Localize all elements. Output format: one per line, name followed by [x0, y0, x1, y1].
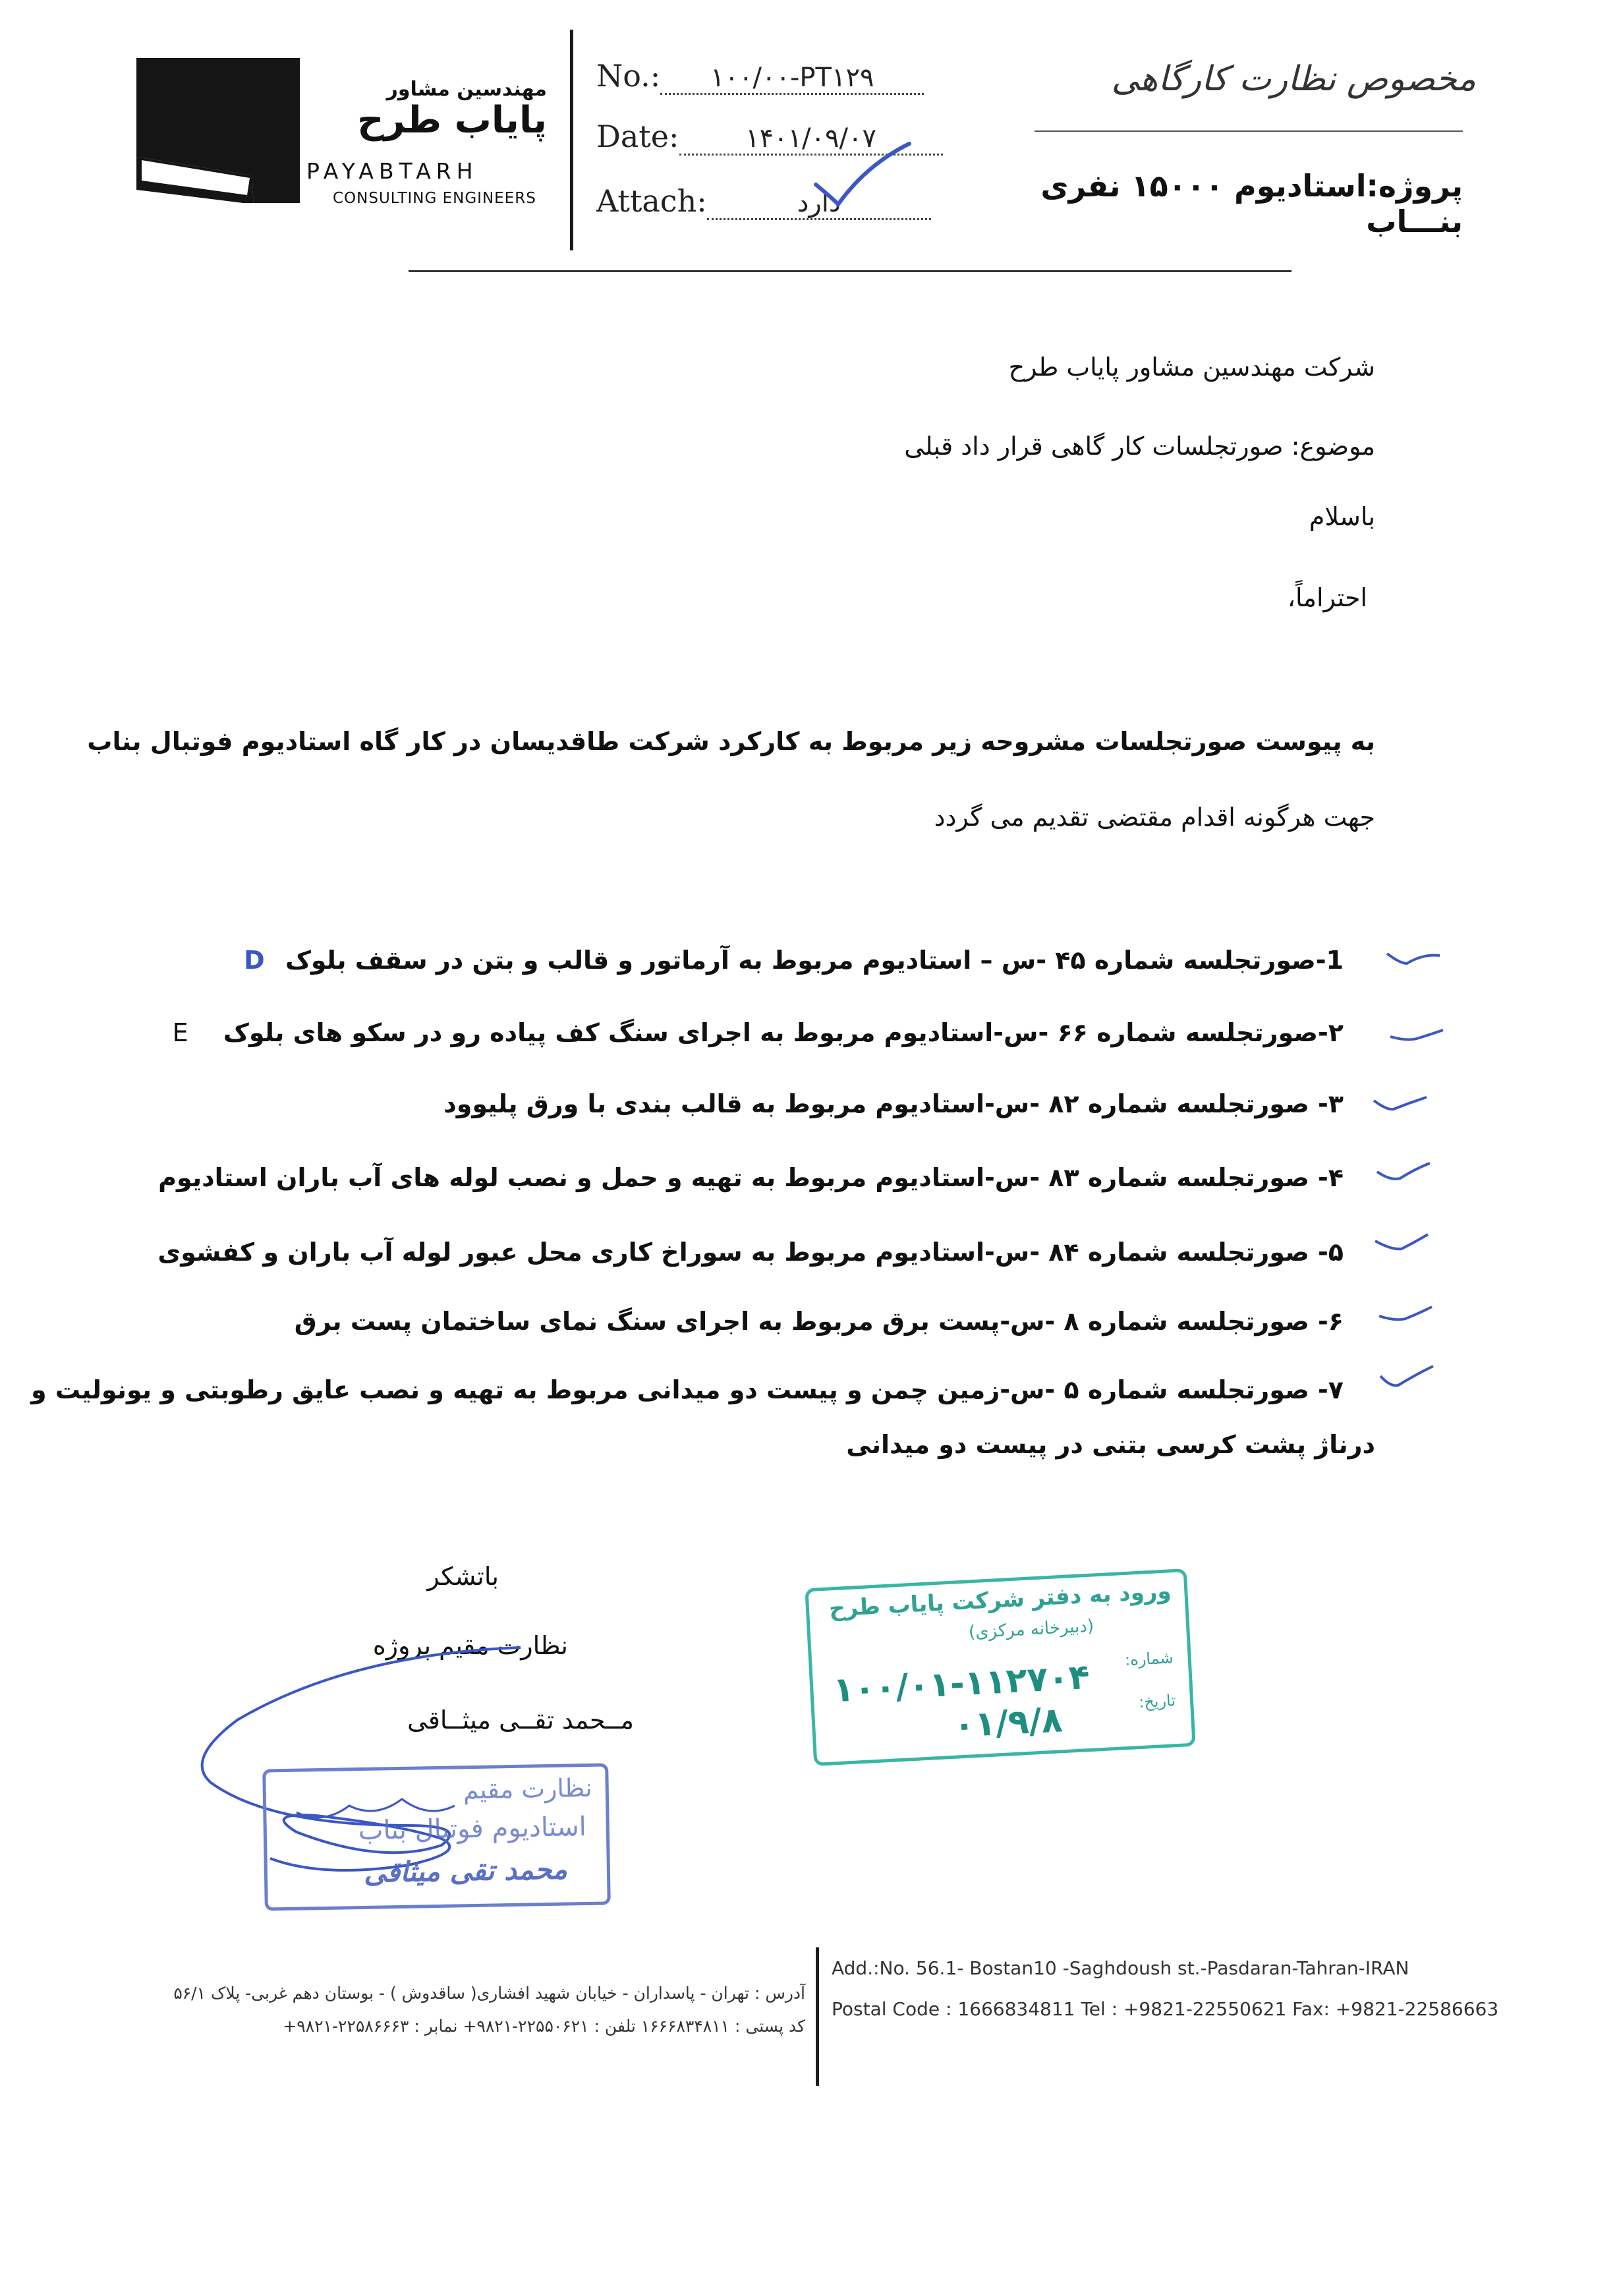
tick-mark-icon [1376, 1302, 1435, 1328]
supervisor-stamp-line3: محمد تقی میثاقی [363, 1852, 568, 1889]
logo-fa-subtitle: مهندسین مشاور [386, 78, 547, 101]
closing-thanks: باتشکر [427, 1562, 499, 1591]
tick-mark-icon [1371, 1091, 1430, 1117]
tick-mark-icon [1387, 1020, 1446, 1047]
list-item-5: ۵- صورتجلسه شماره ۸۴ -س-استادیوم مربوط به سوراخ کاری محل عبور لوله آب باران و کفشوی [157, 1238, 1344, 1267]
list-item-3: ۳- صورتجلسه شماره ۸۲ -س-استادیوم مربوط به قالب بندی با ورق پلیوود [443, 1089, 1344, 1118]
supervisor-stamp [262, 1763, 611, 1910]
list-item-1-text: 1-صورتجلسه شماره ۴۵ -س – استادیوم مربوط به آرماتور و قالب و بتن در سقف بلوک [285, 946, 1344, 975]
receipt-stamp-title: ورود به دفتر شرکت پایاب طرح [828, 1578, 1172, 1622]
list-item-1-suffix: D [244, 946, 265, 975]
list-item-2-text: ۲-صورتجلسه شماره ۶۶ -س-استادیوم مربوط به اجرای سنگ کف پیاده رو در سکو های بلوک [223, 1018, 1344, 1047]
receipt-date-label: تاریخ: [1138, 1691, 1176, 1712]
list-item-2-suffix: E [172, 1018, 188, 1047]
signer-name: مــحمد تقــی میثــاقی [407, 1706, 634, 1735]
supervisor-stamp-line1: نظارت مقیم [463, 1773, 593, 1805]
receipt-stamp [805, 1568, 1195, 1766]
footer-fa-address: آدرس : تهران - پاسداران - خیابان شهید افشاری( ساقدوش ) - بوستان دهم غربی- پلاک ۵۶/۱ [173, 1984, 805, 2003]
receipt-date-value: ۰۱/۹/۸ [952, 1700, 1064, 1746]
logo-en-title: PAYABTARH [306, 158, 478, 184]
project-title: پروژه:استادیوم ۱۵۰۰۰ نفری بنـــاب [1040, 168, 1463, 239]
supervisor-stamp-line2: استادیوم فوتبال بناب [358, 1812, 587, 1847]
letter-greeting: باسلام [1309, 502, 1375, 531]
letter-date-value: ۱۴۰۱/۰۹/۰۷ [679, 123, 943, 156]
tick-mark-icon [1374, 1160, 1433, 1186]
special-title-underline [1035, 130, 1463, 132]
footer-en-address: Add.:No. 56.1- Bostan10 -Saghdoush st.-Pasdaran-Tahran-IRAN [832, 1957, 1409, 1979]
signer-role: نظارت مقیم پروژه [372, 1631, 568, 1660]
list-item-2 [173, 1018, 1344, 1048]
tick-mark-icon [1377, 1364, 1436, 1391]
list-item-7: ۷- صورتجلسه شماره ۵ -س-زمین چمن و پیست دو میدانی مربوط به تهیه و نصب عایق رطوبتی و یونولیت و [31, 1375, 1344, 1404]
checkmark-icon [804, 138, 916, 211]
list-item-6: ۶- صورتجلسه شماره ۸ -س-پست برق مربوط به اجرای سنگ نمای ساختمان پست برق [294, 1307, 1344, 1336]
logo-en-subtitle: CONSULTING ENGINEERS [333, 190, 536, 207]
letter-recipient: شرکت مهندسین مشاور پایاب طرح [1008, 353, 1375, 382]
letter-attach-value: دارد [707, 188, 931, 220]
tick-mark-icon [1372, 1229, 1431, 1255]
footer-fa-contact: کد پستی : ۱۶۶۶۸۳۴۸۱۱ تلفن : ۲۲۵۵۰۶۲۱-۹۸۲۱+ نمابر : ۲۲۵۸۶۶۶۳-۹۸۲۱+ [283, 2017, 805, 2036]
list-item-4: ۴- صورتجلسه شماره ۸۳ -س-استادیوم مربوط به تهیه و حمل و نصب لوله های آب باران استادیوم [158, 1163, 1344, 1192]
letter-number-label: No.: [596, 58, 661, 94]
letter-intro-line1: به پیوست صورتجلسات مشروحه زیر مربوط به کارکرد شرکت طاقدیسان در کار گاه استادیوم فوتبال بناب [87, 727, 1375, 756]
list-item-1 [244, 946, 1344, 976]
footer-en-contact: Postal Code : 1666834811 Tel : +9821-22550621 Fax: +9821-22586663 [832, 1998, 1499, 2020]
header-divider [570, 30, 573, 250]
tick-mark-icon [1384, 944, 1443, 970]
special-supervision-title: مخصوص نظارت کارگاهی [1111, 59, 1476, 99]
letter-number-field [596, 58, 924, 95]
company-logo [136, 58, 300, 203]
letter-number-value: ۱۰۰/۰۰-PT۱۲۹ [660, 63, 924, 95]
letter-intro-line2: جهت هرگونه اقدام مقتضی تقدیم می گردد [934, 803, 1375, 832]
receipt-number-value: ۱۰۰/۰۱-۱۱۲۷۰۴ [832, 1657, 1091, 1711]
footer-divider [816, 1947, 819, 2086]
letter-respect: احتراماً، [1287, 583, 1367, 612]
list-item-7-continuation: درناژ پشت کرسی بتنی در پیست دو میدانی [846, 1430, 1375, 1459]
receipt-stamp-subtitle: (دبیرخانه مرکزی) [968, 1616, 1094, 1643]
receipt-number-label: شماره: [1124, 1648, 1174, 1670]
logo-mark-icon [136, 58, 300, 203]
header-rule [409, 270, 1292, 272]
letter-attach-label: Attach: [596, 183, 707, 219]
logo-fa-title: پایاب طرح [357, 99, 547, 142]
letter-date-label: Date: [596, 119, 679, 154]
letter-subject: موضوع: صورتجلسات کار گاهی قرار داد قبلی [904, 432, 1375, 461]
